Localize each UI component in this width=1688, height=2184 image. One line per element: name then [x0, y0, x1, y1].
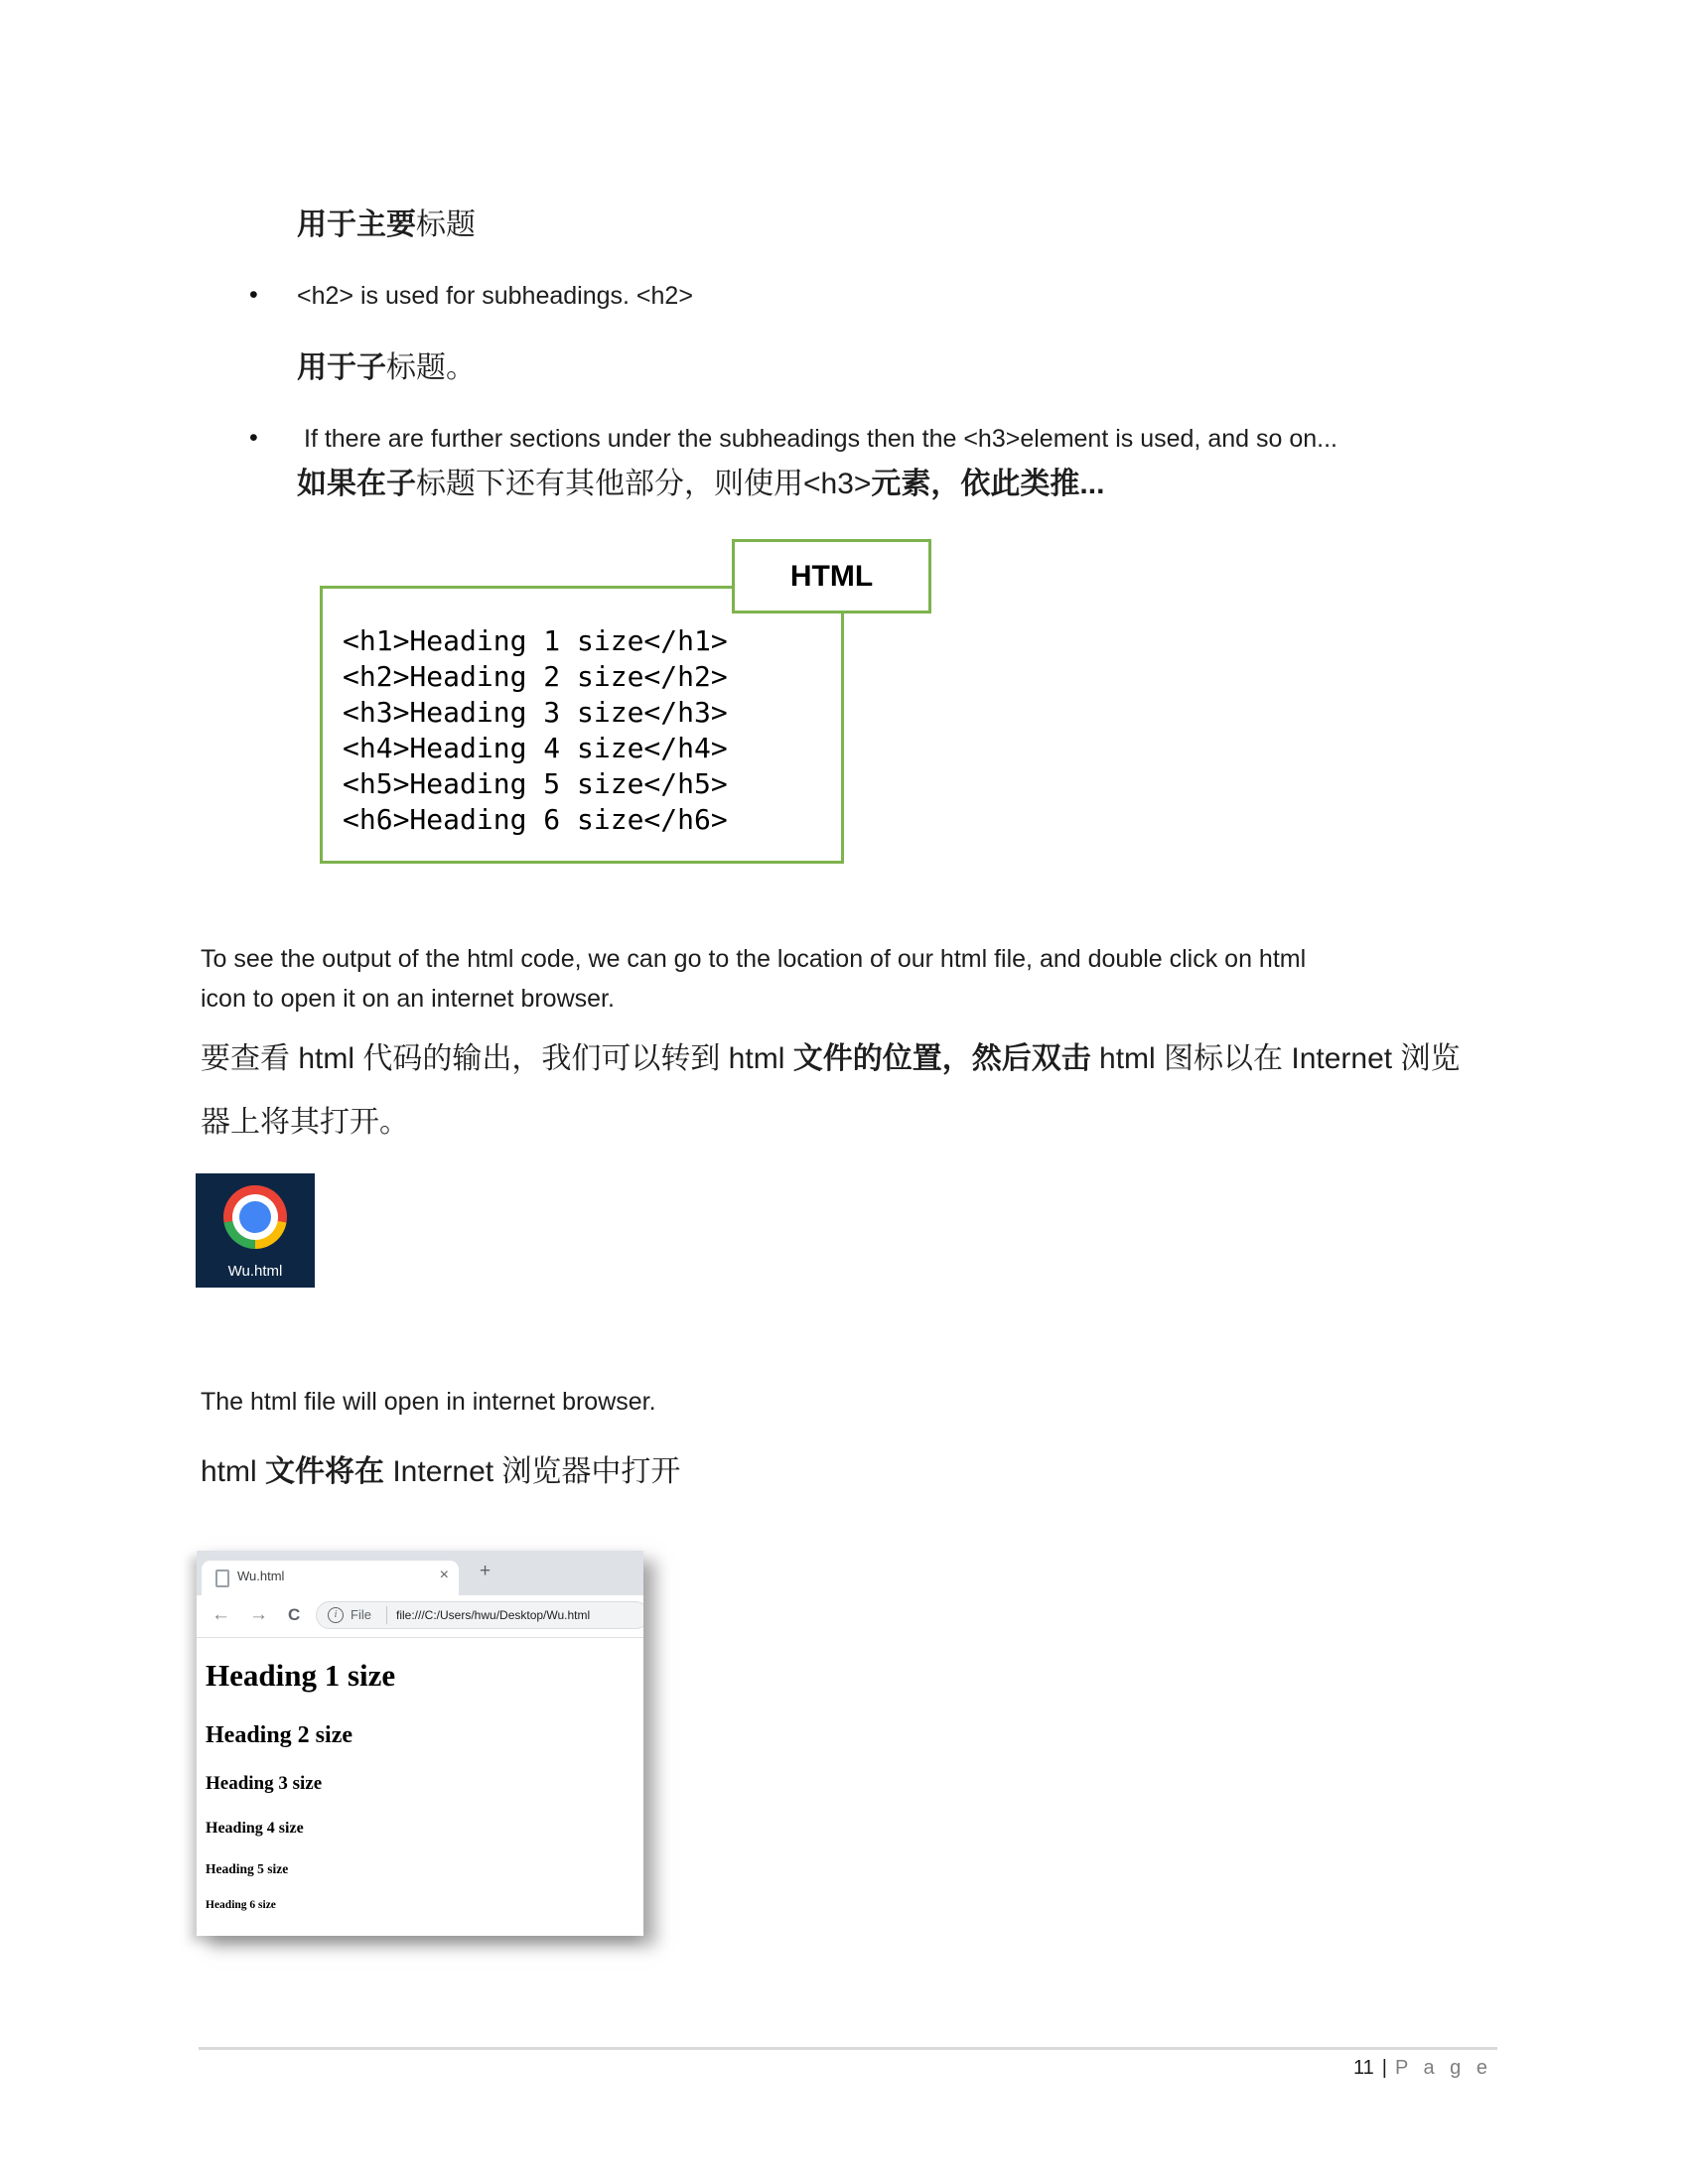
rendered-heading-3: Heading 3 size: [206, 1773, 323, 1794]
page-footer: [1353, 2057, 1492, 2080]
wu-html-desktop-icon[interactable]: [196, 1173, 315, 1288]
paragraph-open-en: The html file will open in internet browser.: [201, 1388, 656, 1416]
note-segment: 用于主要: [297, 208, 416, 241]
bullet-h2-text: <h2> is used for subheadings. <h2>: [297, 282, 693, 310]
bullet-h3-text: If there are further sections under the subheadings then the <h3>element is used, and so on...: [304, 425, 1337, 453]
para-segment: html: [201, 1455, 266, 1488]
footer-page-word: P a g e: [1394, 2057, 1492, 2079]
file-scheme-label: File: [351, 1607, 371, 1622]
rendered-heading-4: Heading 4 size: [206, 1820, 304, 1837]
paragraph-open-zh: [201, 1451, 680, 1493]
code-line: <h2>Heading 2 size</h2>: [343, 660, 728, 693]
code-line: <h6>Heading 6 size</h6>: [343, 803, 728, 836]
forward-icon[interactable]: →: [249, 1604, 268, 1625]
address-bar-divider: [386, 1606, 387, 1624]
code-line: <h1>Heading 1 size</h1>: [343, 624, 728, 657]
page-file-icon: [215, 1570, 229, 1587]
h1-usage-note-zh: [297, 205, 476, 246]
rendered-heading-2: Heading 2 size: [206, 1722, 352, 1748]
note-segment: 标题。: [386, 351, 476, 384]
url-text: file:///C:/Users/hwu/Desktop/Wu.html: [396, 1608, 591, 1622]
para-segment: html 图标以在 Internet 浏览: [1090, 1042, 1461, 1075]
note-segment: 用于子: [297, 351, 386, 384]
footer-rule: [199, 2047, 1497, 2050]
para-segment: 文件的位置，然后双击: [792, 1042, 1091, 1075]
rendered-page: [197, 1638, 643, 1936]
para-segment: 要查看 html 代码的输出，我们可以转到 html: [201, 1042, 793, 1075]
paragraph-output-en-line2: icon to open it on an internet browser.: [201, 985, 615, 1013]
para-segment: Internet 浏览器中打开: [384, 1455, 681, 1488]
note-segment: 元素，依此类推...: [871, 468, 1105, 500]
tab-title: Wu.html: [237, 1569, 285, 1583]
code-line: <h4>Heading 4 size</h4>: [343, 732, 728, 764]
back-icon[interactable]: ←: [211, 1604, 230, 1625]
new-tab-icon[interactable]: +: [480, 1561, 492, 1581]
info-icon[interactable]: i: [328, 1607, 344, 1623]
bullet-marker: •: [249, 424, 258, 452]
code-line: <h5>Heading 5 size</h5>: [343, 767, 728, 800]
browser-screenshot: [197, 1551, 643, 1936]
rendered-heading-6: Heading 6 size: [206, 1899, 276, 1911]
paragraph-output-zh-line2: 器上将其打开。: [201, 1106, 409, 1139]
paragraph-output-en-line1: To see the output of the html code, we can go to the location of our html file, and double click on html: [201, 945, 1307, 973]
reload-icon[interactable]: C: [288, 1605, 301, 1624]
code-caption-html: HTML: [732, 539, 931, 614]
note-segment: 如果在子: [297, 468, 416, 500]
paragraph-output-zh-line1: [201, 1038, 1460, 1080]
browser-toolbar: [197, 1595, 643, 1638]
tab-strip: [197, 1551, 643, 1595]
code-line: <h3>Heading 3 size</h3>: [343, 696, 728, 729]
rendered-heading-5: Heading 5 size: [206, 1861, 289, 1876]
page-number: 11: [1353, 2057, 1374, 2079]
close-icon[interactable]: ×: [439, 1567, 449, 1583]
para-segment: 文件将在: [265, 1455, 385, 1488]
chrome-icon: [223, 1185, 287, 1249]
desktop-icon-label: Wu.html: [227, 1263, 283, 1280]
bullet-h3-text-zh: [297, 464, 1104, 505]
address-bar[interactable]: [316, 1601, 643, 1629]
html-code-lines: [343, 623, 728, 838]
h2-usage-note-zh: [297, 347, 476, 389]
browser-tab-wu-html[interactable]: [202, 1561, 459, 1595]
footer-separator: |: [1381, 2057, 1387, 2079]
note-segment: 标题: [416, 208, 476, 241]
rendered-heading-1: Heading 1 size: [206, 1658, 396, 1693]
note-segment: 标题下还有其他部分，则使用<h3>: [416, 468, 872, 500]
bullet-marker: •: [249, 281, 258, 309]
